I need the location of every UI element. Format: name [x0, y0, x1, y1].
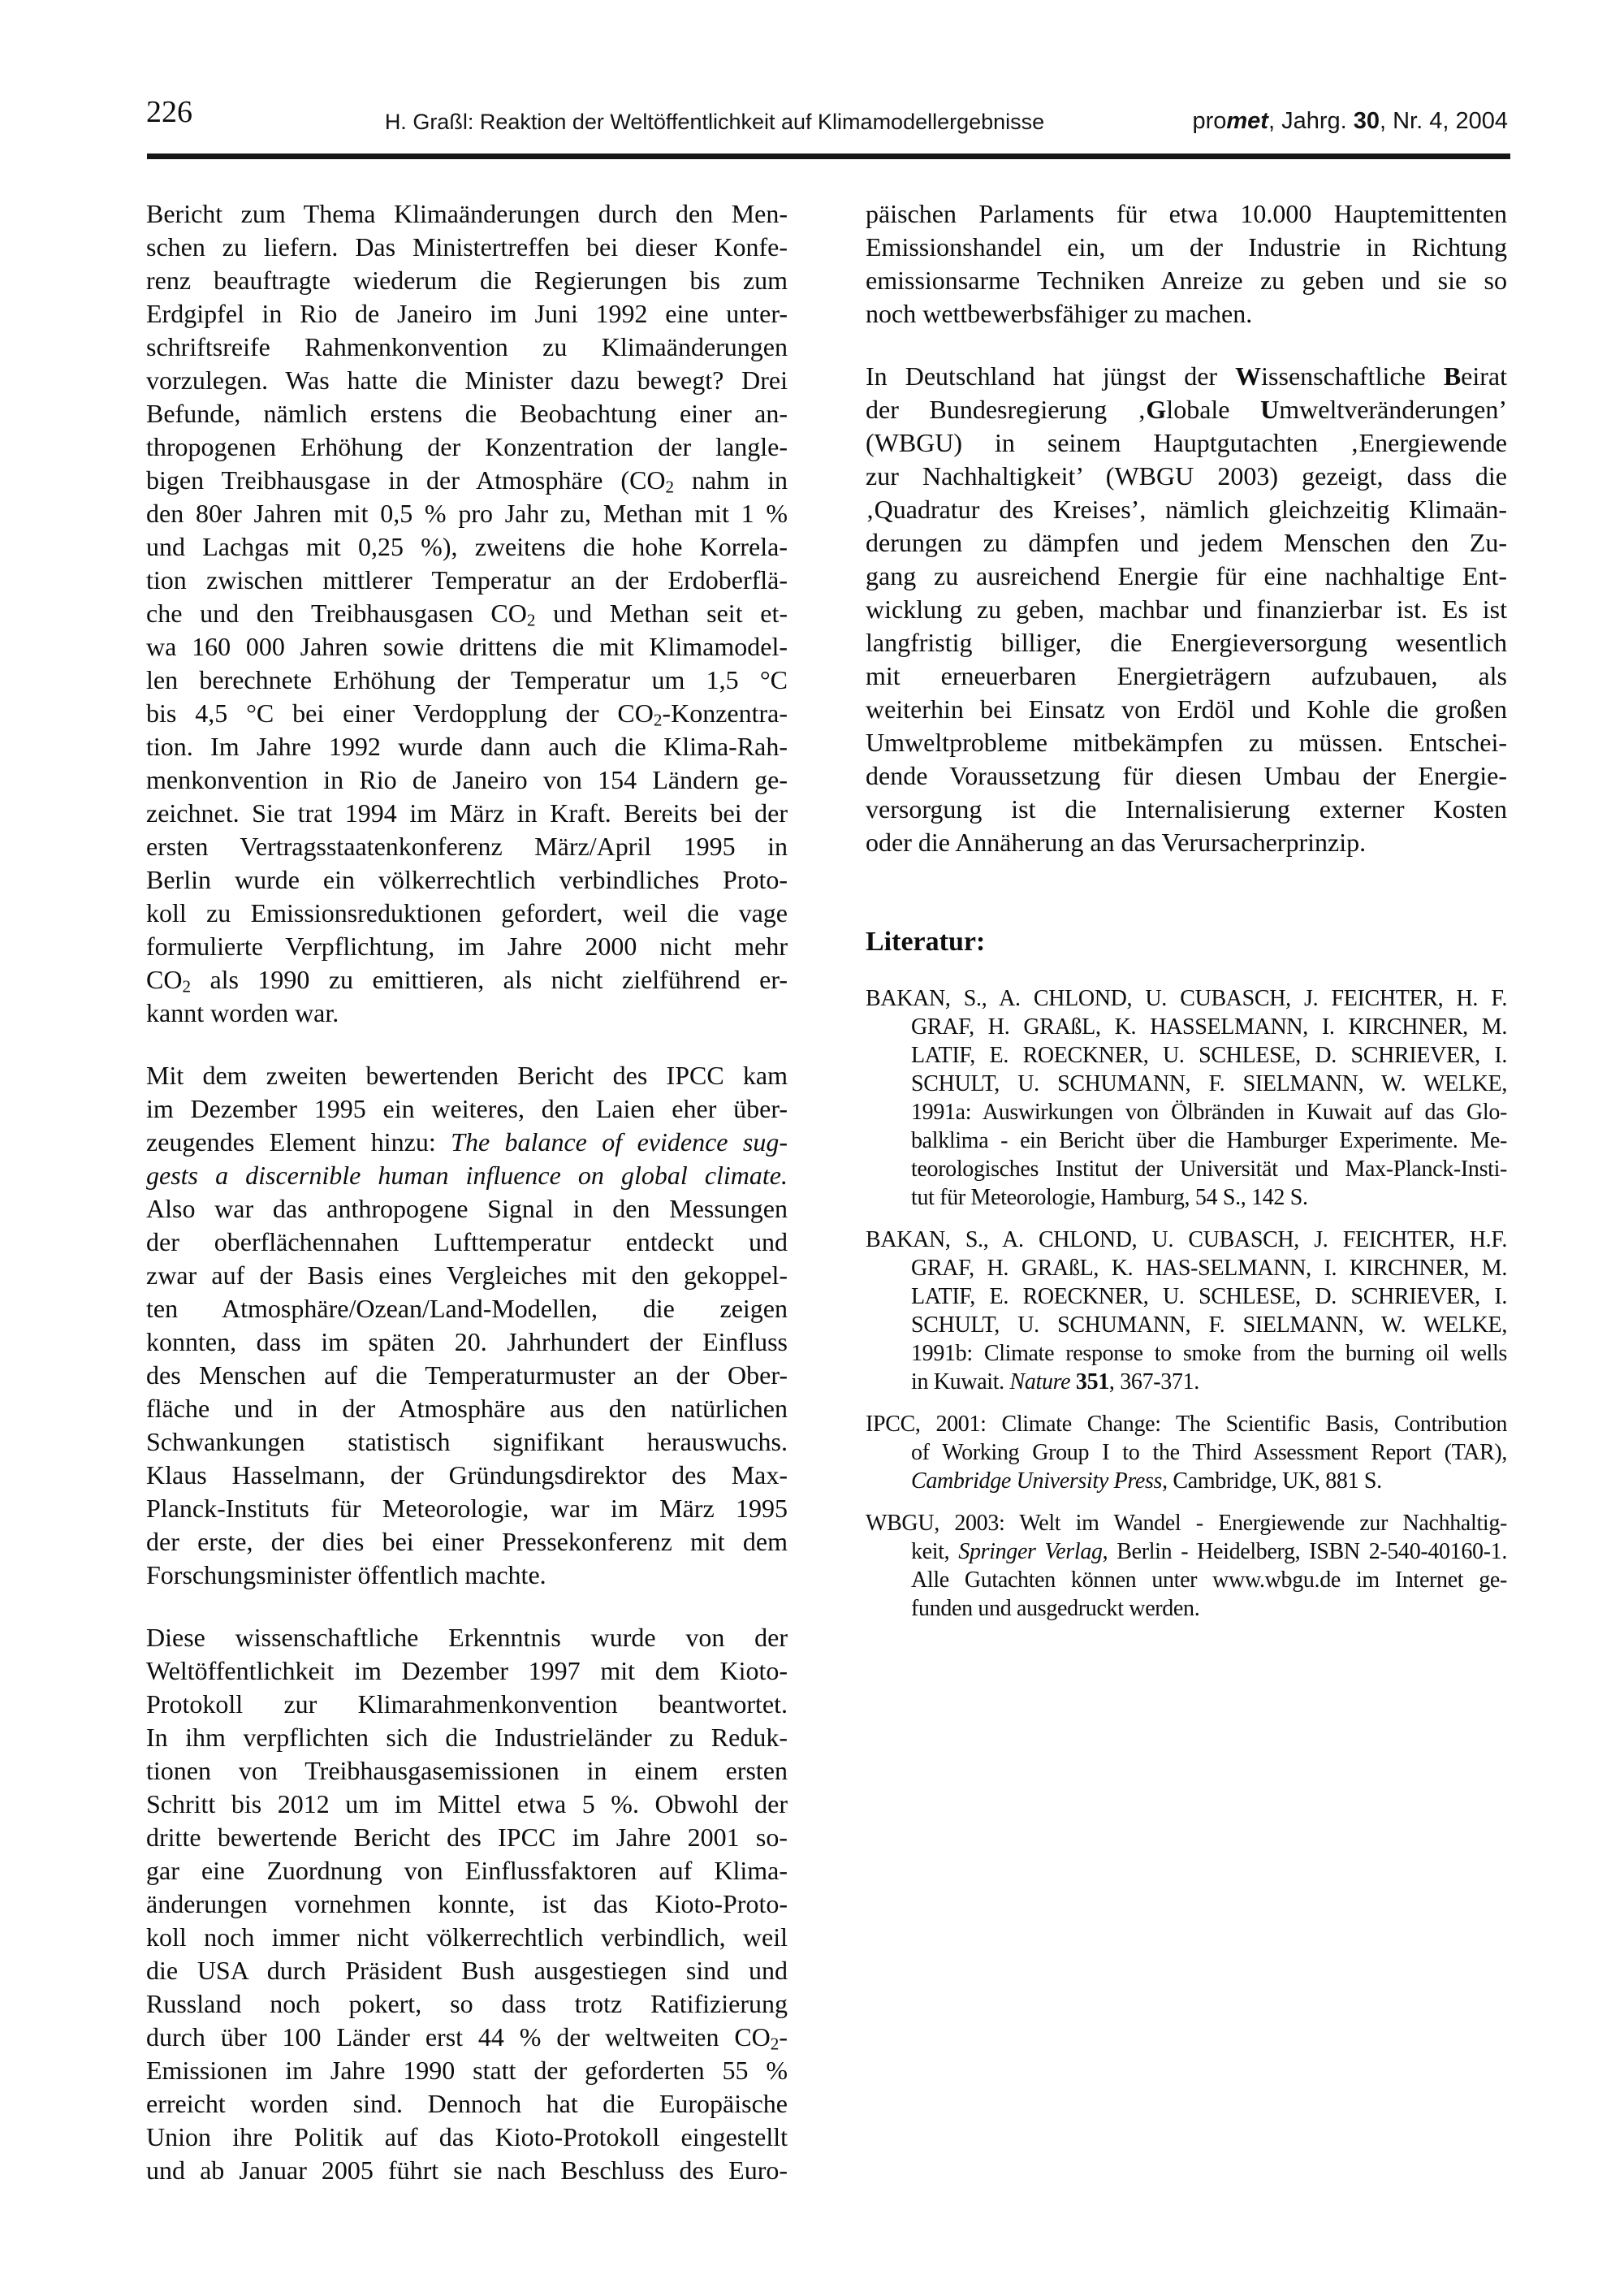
text-line: Schwankungen statistisch signifikant herauswuchs.: [146, 1427, 788, 1456]
text-line: bis 4,5 °C bei einer Verdopplung der $CO_2-Konzentra-$: [146, 698, 788, 730]
text-line: koll zu Emissionsreduktionen gefordert, weil die vage: [146, 898, 788, 927]
text-line: noch wettbewerbsfähiger zu machen.: [866, 299, 1253, 328]
text-line: päischen Parlaments für etwa 10.000 Hauptemittenten: [866, 199, 1507, 228]
text-line: Union ihre Politik auf das Kioto-Protokoll eingestellt: [146, 2122, 788, 2151]
journal-info-mid: , Jahrg.: [1268, 108, 1354, 134]
text-line: len berechnete Erhöhung der Temperatur um 1,5 °C: [146, 665, 788, 694]
text-line: LATIF, E. ROECKNER, U. SCHLESE, D. SCHRIEVER, I.: [911, 1284, 1507, 1309]
text-line: emissionsarme Techniken Anreize zu geben und sie so: [866, 266, 1507, 295]
text-line: der erste, der dies bei einer Pressekonferenz mit dem: [146, 1527, 788, 1556]
text-line: im Dezember 1995 ein weiteres, den Laien eher über-: [146, 1094, 788, 1123]
text-line: Russland noch pokert, so dass trotz Ratifizierung: [146, 1989, 788, 2018]
text-line: und Lachgas mit 0,25 %), zweitens die hohe Korrela-: [146, 532, 788, 561]
paragraph: [866, 197, 1507, 331]
text-line: oder die Annäherung an das Verursacherprinzip.: [866, 828, 1367, 857]
text-line: dritte bewertende Bericht des IPCC im Jahre 2001 so-: [146, 1823, 788, 1852]
text-line: kannt worden war.: [146, 998, 339, 1027]
text-line: konnten, dass im späten 20. Jahrhundert der Einfluss: [146, 1327, 788, 1356]
text-line: 1991b: Climate response to smoke from the burning oil wells: [911, 1341, 1507, 1366]
text-line: und ab Januar 2005 führt sie nach Beschluss des Euro-: [146, 2155, 788, 2185]
text-line: In Deutschland hat jüngst der Wissenschaftliche Beirat: [866, 361, 1507, 391]
text-line: in Kuwait. Nature 351, 367-371.: [911, 1369, 1199, 1394]
text-line: die USA durch Präsident Bush ausgestiegen sind und: [146, 1956, 788, 1985]
text-line: langfristig billiger, die Energieversorgung wesentlich: [866, 628, 1507, 657]
text-line: den 80er Jahren mit 0,5 % pro Jahr zu, Methan mit 1 %: [146, 499, 788, 528]
text-line: Bericht zum Thema Klimaänderungen durch den Men-: [146, 199, 788, 228]
text-line: gang zu ausreichend Energie für eine nachhaltige Ent-: [866, 561, 1507, 590]
text-line: gar eine Zuordnung von Einflussfaktoren auf Klima-: [146, 1856, 788, 1885]
text-line: Schritt bis 2012 um im Mittel etwa 5 %. Obwohl der: [146, 1789, 788, 1818]
text-line: tion zwischen mittlerer Temperatur an der Erdoberflä-: [146, 565, 788, 595]
text-line: derungen zu dämpfen und jedem Menschen den Zu-: [866, 528, 1507, 557]
text-line: keit, Springer Verlag, Berlin - Heidelberg, ISBN 2-540-40160-1.: [911, 1539, 1507, 1564]
text-line: SCHULT, U. SCHUMANN, F. SIELMANN, W. WELKE,: [911, 1071, 1507, 1096]
text-line: GRAF, H. GRAßL, K. HASSELMANN, I. KIRCHNER, M.: [911, 1014, 1507, 1040]
text-line: SCHULT, U. SCHUMANN, F. SIELMANN, W. WELKE,: [911, 1312, 1507, 1338]
reference-entry: [866, 1226, 1507, 1396]
text-line: der Bundesregierung ‚Globale Umweltveränderungen’: [866, 395, 1507, 424]
text-line: ten Atmosphäre/Ozean/Land-Modellen, die zeigen: [146, 1294, 788, 1323]
text-line: vorzulegen. Was hatte die Minister dazu bewegt? Drei: [146, 365, 788, 395]
journal-volume: 30: [1353, 108, 1380, 134]
journal-name-prefix: pro: [1192, 108, 1227, 134]
text-line: of Working Group I to the Third Assessment Report (TAR),: [911, 1440, 1507, 1465]
text-line: 1991a: Auswirkungen von Ölbränden in Kuwait auf das Glo-: [911, 1100, 1507, 1125]
text-line: Diese wissenschaftliche Erkenntnis wurde von der: [146, 1623, 788, 1652]
text-line: tion. Im Jahre 1992 wurde dann auch die Klima-Rah-: [146, 732, 788, 761]
text-line: koll noch immer nicht völkerrechtlich verbindlich, weil: [146, 1922, 788, 1952]
text-line: durch über 100 Länder erst 44 % der weltweiten $CO_2-$: [146, 2022, 788, 2054]
text-line: balklima - ein Bericht über die Hamburger Experimente. Me-: [911, 1128, 1507, 1153]
page-number: 226: [146, 95, 192, 129]
text-line: BAKAN, S., A. CHLOND, U. CUBASCH, J. FEICHTER, H.F.: [866, 1227, 1507, 1252]
text-line: Also war das anthropogene Signal in den Messungen: [146, 1194, 788, 1223]
text-line: änderungen vornehmen konnte, ist das Kioto-Proto-: [146, 1889, 788, 1918]
text-line: dende Voraussetzung für diesen Umbau der Energie-: [866, 761, 1507, 790]
text-line: zwar auf der Basis eines Vergleiches mit den gekoppel-: [146, 1260, 788, 1290]
text-line: ersten Vertragsstaatenkonferenz März/April 1995 in: [146, 832, 788, 861]
text-line: (WBGU) in seinem Hauptgutachten ‚Energiewende: [866, 428, 1507, 457]
text-line: fläche und in der Atmosphäre aus den natürlichen: [146, 1394, 788, 1423]
text-line: tut für Meteorologie, Hamburg, 54 S., 142 S.: [911, 1185, 1308, 1210]
text-line: wa 160 000 Jahren sowie drittens die mit Klimamodel-: [146, 632, 788, 661]
text-line: Klaus Hasselmann, der Gründungsdirektor des Max-: [146, 1460, 788, 1490]
text-line: des Menschen auf die Temperaturmuster an der Ober-: [146, 1360, 788, 1390]
right-column: [866, 197, 1507, 1637]
text-line: teorologisches Institut der Universität und Max-Planck-Insti-: [911, 1157, 1507, 1182]
text-line: WBGU, 2003: Welt im Wandel - Energiewende zur Nachhaltig-: [866, 1511, 1507, 1536]
text-line: funden und ausgedruckt werden.: [911, 1596, 1200, 1621]
text-line: LATIF, E. ROECKNER, U. SCHLESE, D. SCHRIEVER, I.: [911, 1043, 1507, 1068]
reference-entry: [866, 1509, 1507, 1623]
text-line: Alle Gutachten können unter www.wbgu.de im Internet ge-: [911, 1567, 1507, 1593]
text-line: schriftsreife Rahmenkonvention zu Klimaänderungen: [146, 332, 788, 361]
text-line: BAKAN, S., A. CHLOND, U. CUBASCH, J. FEICHTER, H. F.: [866, 986, 1507, 1011]
text-line: bigen Treibhausgase in der Atmosphäre ($CO_2$ nahm in: [146, 465, 788, 497]
text-line: zeichnet. Sie trat 1994 im März in Kraft. Bereits bei der: [146, 798, 788, 828]
text-line: Umweltprobleme mitbekämpfen zu müssen. Entschei-: [866, 728, 1507, 757]
reference-list: [866, 984, 1507, 1623]
text-line: IPCC, 2001: Climate Change: The Scientific Basis, Contribution: [866, 1412, 1507, 1437]
text-line: ‚Quadratur des Kreises’, nämlich gleichzeitig Klimaän-: [866, 495, 1507, 524]
text-line: Berlin wurde ein völkerrechtlich verbindliches Proto-: [146, 865, 788, 894]
journal-issue-date: , Nr. 4, 2004: [1380, 108, 1508, 134]
text-line: GRAF, H. GRAßL, K. HAS-SELMANN, I. KIRCHNER, M.: [911, 1256, 1507, 1281]
paragraph: [146, 1621, 788, 2187]
text-line: weiterhin bei Einsatz von Erdöl und Kohle die großen: [866, 694, 1507, 724]
paragraph: [146, 197, 788, 1030]
paragraph: [146, 1059, 788, 1592]
literature-heading: Literatur:: [866, 927, 986, 957]
text-line: zur Nachhaltigkeit’ (WBGU 2003) gezeigt, dass die: [866, 461, 1507, 491]
reference-entry: [866, 984, 1507, 1212]
left-column: [146, 197, 788, 2216]
header-rule: [147, 153, 1510, 159]
paragraph: [866, 360, 1507, 859]
text-line: wicklung zu geben, machbar und finanzierbar ist. Es ist: [866, 595, 1507, 624]
right-column-paragraphs: [866, 197, 1507, 859]
text-line: Befunde, nämlich erstens die Beobachtung einer an-: [146, 399, 788, 428]
left-column-paragraphs: [146, 197, 788, 2187]
journal-name-bold: met: [1226, 108, 1268, 134]
reference-entry: [866, 1410, 1507, 1495]
text-line: menkonvention in Rio de Janeiro von 154 Ländern ge-: [146, 765, 788, 794]
text-line: erreicht worden sind. Dennoch hat die Europäische: [146, 2089, 788, 2118]
text-line: tionen von Treibhausgasemissionen in einem ersten: [146, 1756, 788, 1785]
text-line: versorgung ist die Internalisierung externer Kosten: [866, 794, 1507, 824]
text-line: Emissionen im Jahre 1990 statt der geforderten 55 %: [146, 2056, 788, 2085]
text-line: Protokoll zur Klimarahmenkonvention beantwortet.: [146, 1689, 788, 1719]
text-line: zeugendes Element hinzu: The balance of evidence sug-: [146, 1127, 788, 1157]
text-line: In ihm verpflichten sich die Industrieländer zu Reduk-: [146, 1723, 788, 1752]
text-line: schen zu liefern. Das Ministertreffen bei dieser Konfe-: [146, 232, 788, 262]
text-line: thropogenen Erhöhung der Konzentration der langle-: [146, 432, 788, 461]
text-line: der oberflächennahen Lufttemperatur entdeckt und: [146, 1227, 788, 1256]
text-line: che und den Treibhausgasen $CO_2$ und Methan seit et-: [146, 599, 788, 630]
text-line: Cambridge University Press, Cambridge, UK, 881 S.: [911, 1468, 1382, 1494]
text-line: gests a discernible human influence on global climate.: [146, 1161, 788, 1190]
text-line: formulierte Verpflichtung, im Jahre 2000 nicht mehr: [146, 932, 788, 961]
running-title: H. Graßl: Reaktion der Weltöffentlichkeit auf Klimamodellergebnisse: [384, 110, 1045, 134]
text-line: Planck-Instituts für Meteorologie, war im März 1995: [146, 1494, 788, 1523]
text-line: mit erneuerbaren Energieträgern aufzubauen, als: [866, 661, 1507, 690]
text-line: Erdgipfel in Rio de Janeiro im Juni 1992 eine unter-: [146, 299, 788, 328]
text-line: Weltöffentlichkeit im Dezember 1997 mit dem Kioto-: [146, 1656, 788, 1685]
text-line: renz beauftragte wiederum die Regierungen bis zum: [146, 266, 788, 295]
text-line: $CO_2$ als 1990 zu emittieren, als nicht zielführend er-: [146, 965, 788, 997]
journal-info: [1102, 107, 1508, 135]
text-line: Forschungsminister öffentlich machte.: [146, 1560, 546, 1589]
text-line: Mit dem zweiten bewertenden Bericht des IPCC kam: [146, 1061, 788, 1090]
text-line: Emissionshandel ein, um der Industrie in Richtung: [866, 232, 1507, 262]
